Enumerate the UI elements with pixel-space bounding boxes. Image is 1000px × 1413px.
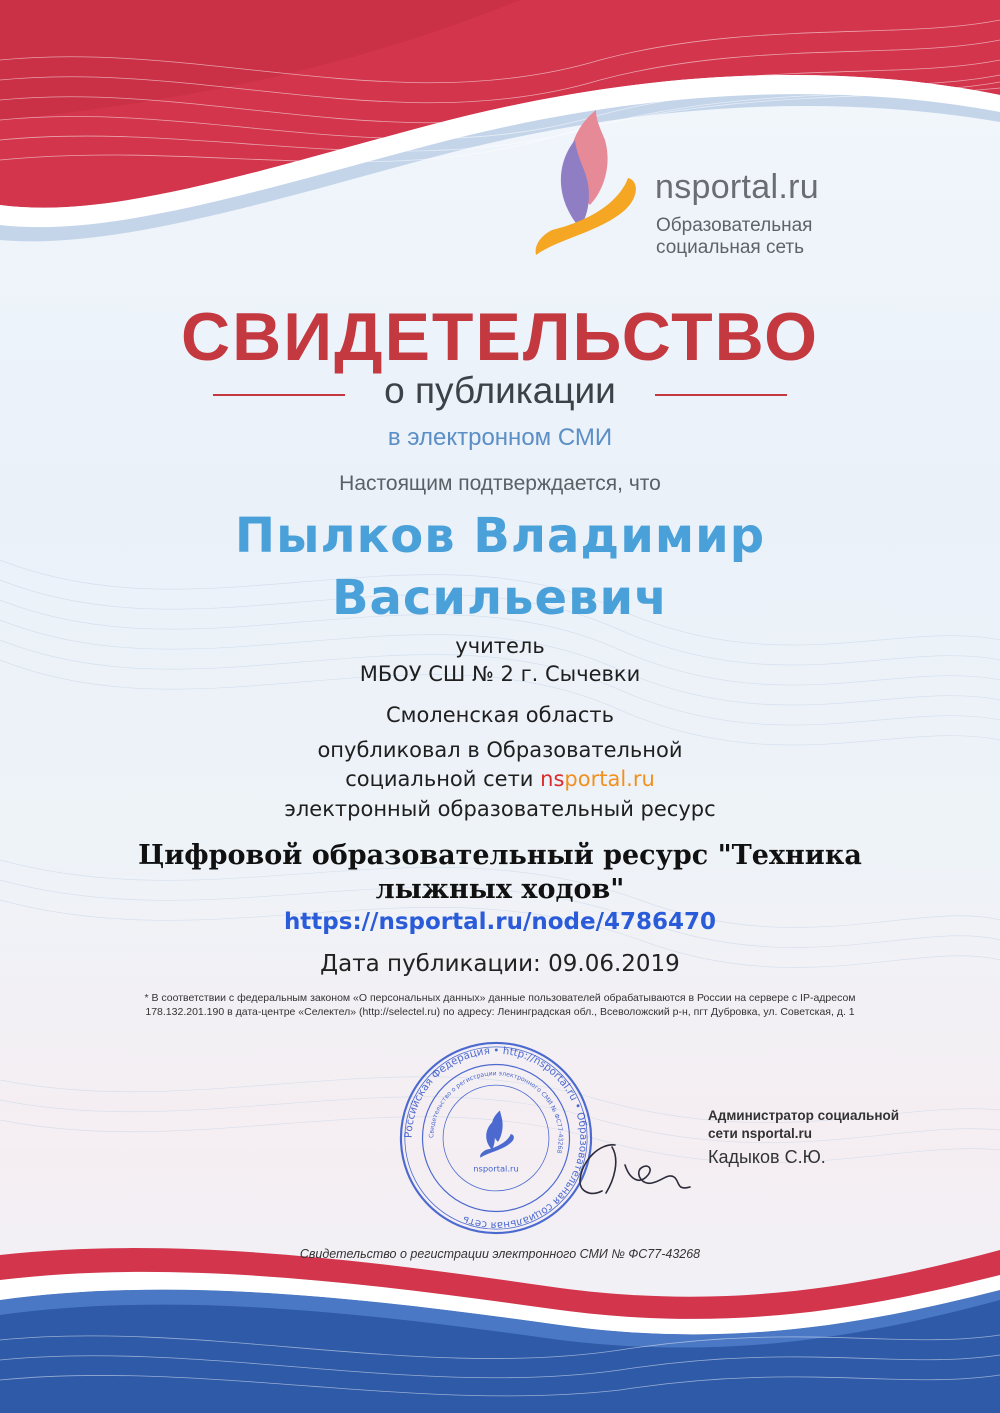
work-title-line2: лыжных ходов" <box>375 874 625 905</box>
recipient-name-line1: Пылков Владимир <box>234 508 766 564</box>
brand-tagline-line1: Образовательная <box>656 215 813 236</box>
published-site-ns: ns <box>540 767 565 791</box>
published-site-rest: portal.ru <box>564 767 655 791</box>
publication-date <box>0 951 1000 977</box>
published-line1: опубликовал в Образовательной <box>317 738 683 762</box>
published-line2 <box>0 767 1000 791</box>
admin-title-line1: Администратор социальной <box>708 1108 900 1123</box>
published-line2-prefix: социальной сети <box>345 767 541 791</box>
certificate-title: СВИДЕТЕЛЬСТВО <box>181 299 819 375</box>
flame-logo-icon <box>536 110 636 255</box>
stamp-inner-text: Свидетельство о регистрации электронного СМИ № ФС77-43268 <box>428 1070 564 1155</box>
stamp-flame-icon <box>480 1111 514 1158</box>
official-stamp <box>398 1040 594 1236</box>
recipient-region: Смоленская область <box>385 703 615 727</box>
publication-link[interactable]: https://nsportal.ru/node/4786470 <box>283 909 717 935</box>
stamp-center-label: nsportal.ru <box>473 1163 519 1174</box>
confirm-text: Настоящим подтверждается, что <box>339 472 661 495</box>
certificate-subtitle: о публикации <box>384 370 616 411</box>
published-line3: электронный образовательный ресурс <box>284 797 716 821</box>
recipient-school: МБОУ СШ № 2 г. Сычевки <box>359 662 641 686</box>
publication-date-value: 09.06.2019 <box>548 951 680 977</box>
brand-tagline-line2: социальная сеть <box>656 237 804 258</box>
admin-name: Кадыков С.Ю. <box>708 1147 826 1167</box>
recipient-position: учитель <box>455 634 545 658</box>
footnote-line2: 178.132.201.190 в дата-центре «Селектел» (http://selectel.ru) по адресу: Ленинградская обл., Всеволожский р-н, пгт Дубровка, ул. Советская, д. 1 <box>145 1006 855 1018</box>
publication-date-label: Дата публикации: <box>320 951 549 977</box>
work-title-line1: Цифровой образовательный ресурс "Техника <box>138 840 862 871</box>
registration-text: Свидетельство о регистрации электронного СМИ № ФС77-43268 <box>299 1247 701 1261</box>
stamp-outer-text: Российская Федерация • http://nsportal.ru • Образовательная социальная сеть <box>402 1044 590 1232</box>
recipient-name-line2: Васильевич <box>331 570 669 626</box>
svg-text:Свидетельство о регистрации эл <box>428 1070 564 1154</box>
footnote-line1: * В соответствии с федеральным законом «О персональных данных» данные пользователей обрабатываются в России на сервере с IP-адресом <box>144 992 856 1004</box>
signature <box>570 1125 710 1205</box>
admin-title-line2: сети nsportal.ru <box>708 1126 813 1141</box>
brand-name: nsportal.ru <box>655 168 819 206</box>
certificate-subtitle-media: в электронном СМИ <box>387 424 613 451</box>
